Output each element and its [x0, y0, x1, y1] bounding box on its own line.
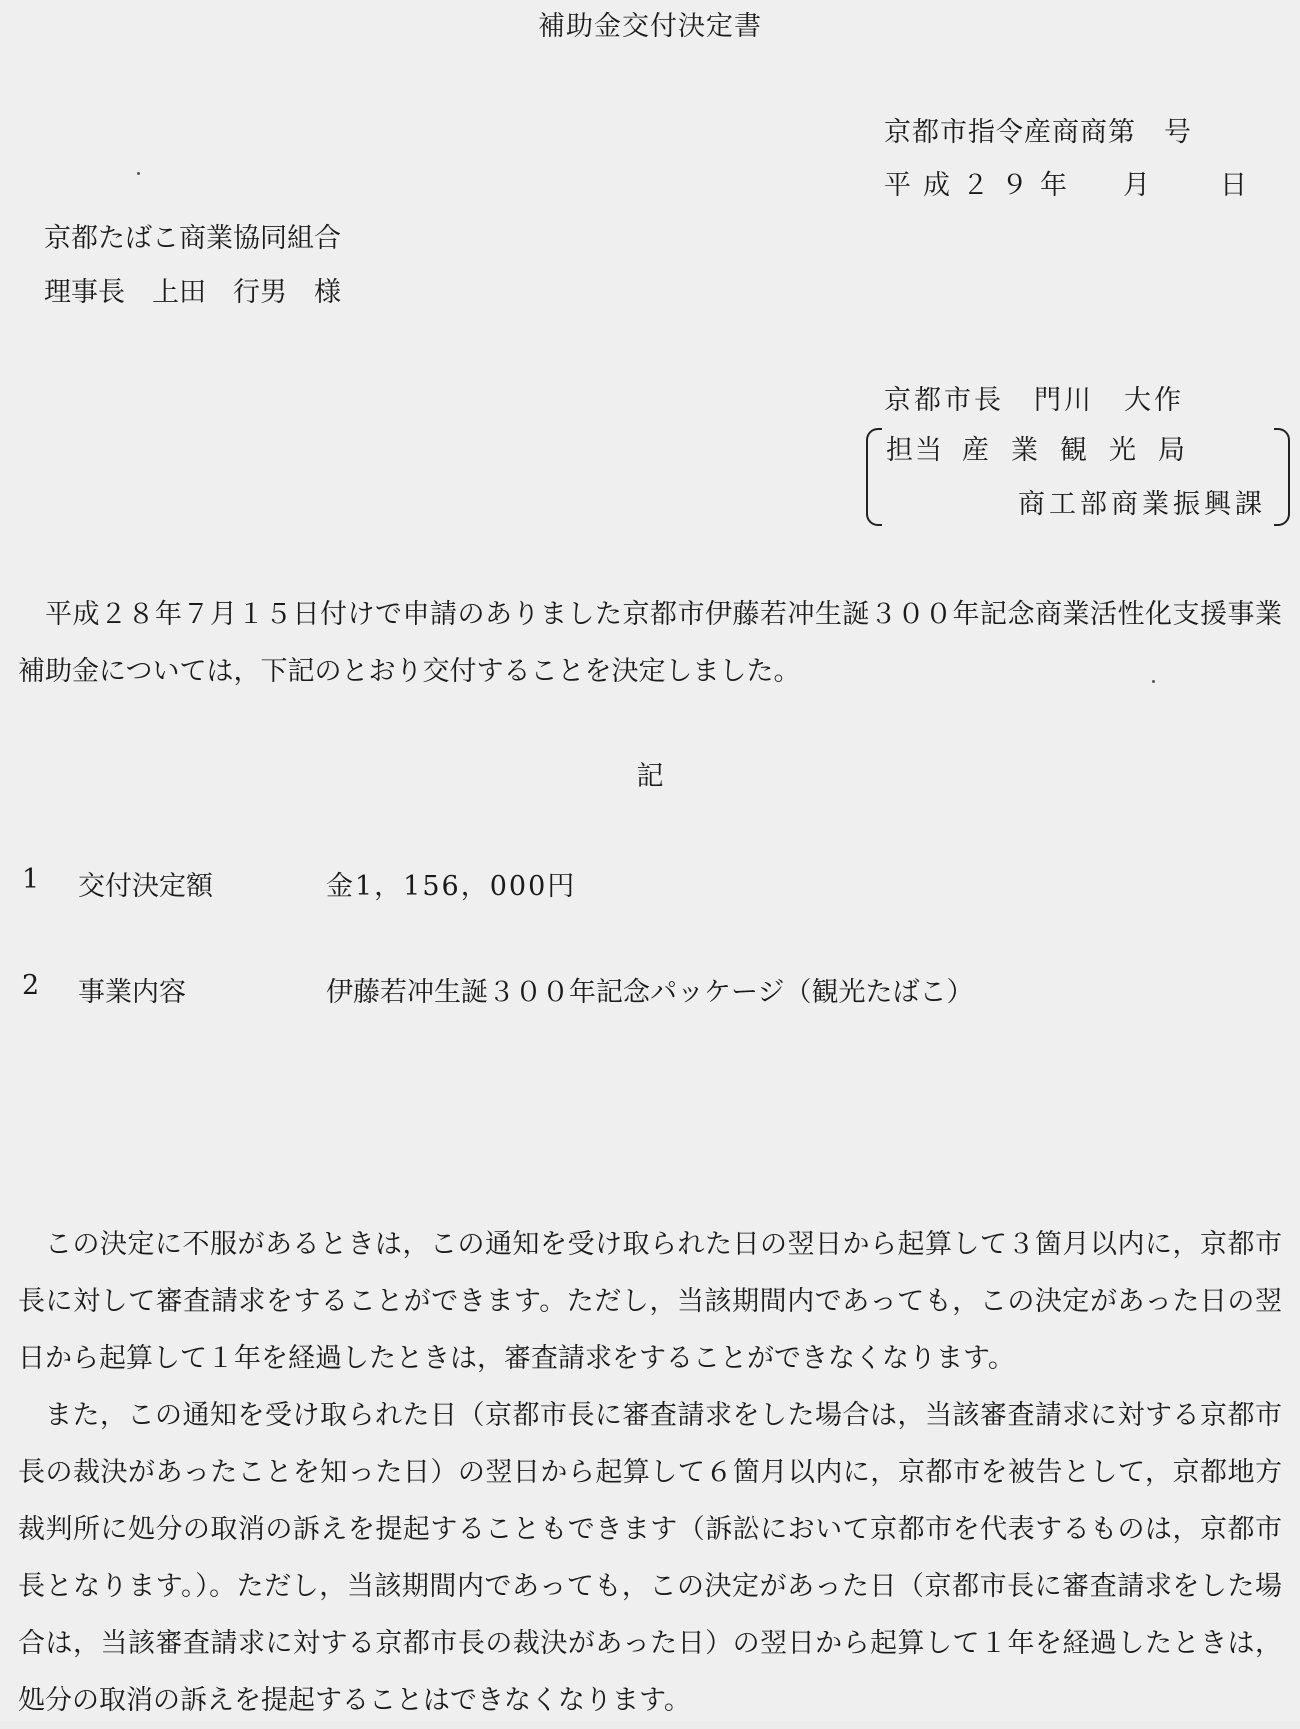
- department-line-1: [886, 428, 1207, 467]
- document-title: 補助金交付決定書: [538, 11, 762, 42]
- item-number: 1: [22, 864, 40, 895]
- item-value: 金1，156，000円: [326, 871, 577, 902]
- ki-heading: 記: [636, 761, 664, 792]
- department-prefix: 担当: [886, 435, 944, 466]
- right-bracket: [1274, 428, 1290, 526]
- item-value: 伊藤若冲生誕３００年記念パッケージ（観光たばこ）: [326, 977, 974, 1008]
- issuer-name: 京都市長 門川 大作: [884, 385, 1184, 416]
- document-date: [884, 163, 1247, 202]
- department-bracket: [866, 428, 1290, 522]
- document-number: 京都市指令産商商第 号: [884, 117, 1192, 148]
- department-bureau: 産業観光局: [962, 435, 1207, 466]
- date-month: 月: [1123, 170, 1150, 201]
- scan-speck: [1152, 680, 1155, 683]
- date-day: 日: [1220, 170, 1247, 201]
- department-division: 商工部商業振興課: [1018, 489, 1266, 520]
- notice-paragraph-2: また，この通知を受け取られた日（京都市長に審査請求をした場合は，当該審査請求に対する京都市長の裁決があったことを知った日）の翌日から起算して６箇月以内に，京都市を被告として，京都地方裁判所に処分の取消の訴えを提起することもできます（訴訟において京都市を代表するものは，京都市長となります。）。ただし，当該期間内であっても，この決定があった日（京都市長に審査請求をした場合は，当該審査請求に対する京都市長の裁決があった日）の翌日から起算して１年を経過したときは，処分の取消の訴えを提起することはできなくなります。: [18, 1400, 1282, 1716]
- intro-paragraph: 平成２８年７月１５日付けで申請のありました京都市伊藤若冲生誕３００年記念商業活性化支援事業補助金については，下記のとおり交付することを決定しました。: [18, 599, 1282, 687]
- item-label: 交付決定額: [78, 871, 213, 902]
- notice-paragraph-1: この決定に不服があるときは，この通知を受け取られた日の翌日から起算して３箇月以内に，京都市長に対して審査請求をすることができます。ただし，当該期間内であっても，この決定があった日の翌日から起算して１年を経過したときは，審査請求をすることができなくなります。: [18, 1229, 1282, 1374]
- left-bracket: [866, 428, 882, 526]
- recipient-organization: 京都たばこ商業協同組合: [44, 223, 341, 254]
- date-era-year: 平成２９年: [884, 170, 1079, 201]
- item-number: 2: [22, 970, 40, 1001]
- scan-speck: [137, 172, 140, 175]
- recipient-name: 理事長 上田 行男 様: [44, 277, 341, 308]
- item-label: 事業内容: [78, 977, 186, 1008]
